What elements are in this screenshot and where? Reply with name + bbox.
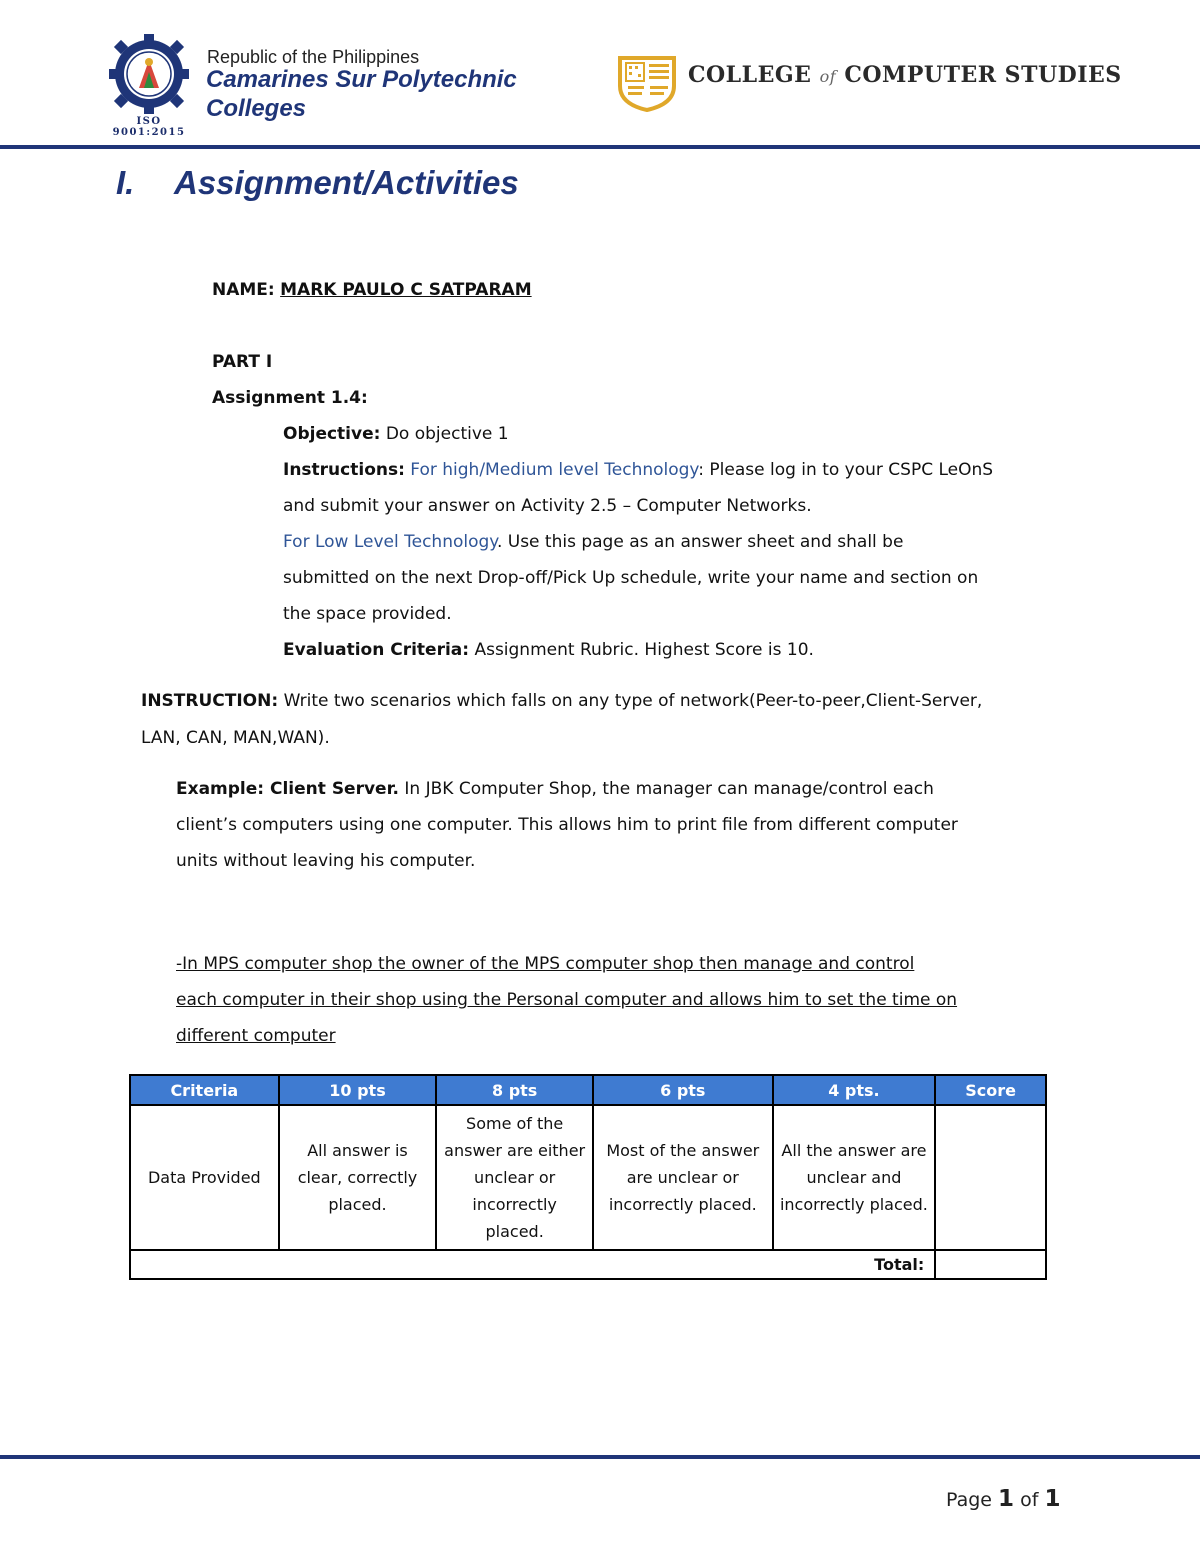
college-name-line1: Camarines Sur Polytechnic (206, 66, 517, 93)
rubric-data-row (130, 1105, 1046, 1250)
example-line3: units without leaving his computer. (176, 851, 476, 871)
rubric-header-6pts: 6 pts (593, 1075, 773, 1105)
instruction-line1: INSTRUCTION: Write two scenarios which falls on any type of network(Peer-to-peer,Client-Server, (141, 691, 983, 711)
rubric-header-score: Score (935, 1075, 1046, 1105)
answer-line1: -In MPS computer shop the owner of the MPS computer shop then manage and control (176, 954, 915, 974)
example-line2: client’s computers using one computer. This allows him to print file from different computer (176, 815, 958, 835)
instructions-line2: and submit your answer on Activity 2.5 – Computer Networks. (283, 496, 812, 516)
student-name-line: NAME: MARK PAULO C SATPARAM (212, 280, 532, 300)
example-line1: Example: Client Server. In JBK Computer Shop, the manager can manage/control each (176, 779, 934, 799)
college-name-line2: Colleges (206, 95, 307, 122)
instructions-line4: submitted on the next Drop-off/Pick Up schedule, write your name and section on (283, 568, 979, 588)
rubric-table (129, 1074, 1047, 1280)
rubric-header-row (130, 1075, 1046, 1105)
rubric-cell-4pts: All the answer are unclear and incorrectly placed. (773, 1105, 936, 1250)
page-number: Page 1 of 1 (946, 1486, 1061, 1512)
header-divider (0, 145, 1200, 149)
rubric-cell-score (935, 1105, 1046, 1250)
answer-line2: each computer in their shop using the Personal computer and allows him to set the time on (176, 990, 958, 1010)
footer-divider (0, 1455, 1200, 1459)
rubric-total-value (935, 1250, 1046, 1279)
part-label: PART I (212, 352, 273, 372)
instructions-line1: Instructions: For high/Medium level Technology: Please log in to your CSPC LeOnS (283, 460, 994, 480)
republic-label: Republic of the Philippines (207, 47, 420, 67)
rubric-cell-criteria: Data Provided (130, 1105, 279, 1250)
assignment-label: Assignment 1.4: (212, 388, 368, 408)
rubric-cell-8pts: Some of the answer are either unclear or incorrectly placed. (436, 1105, 593, 1250)
rubric-total-label: Total: (130, 1250, 935, 1279)
rubric-cell-10pts: All answer is clear, correctly placed. (279, 1105, 437, 1250)
ccs-shield-logo (616, 54, 678, 112)
department-title: COLLEGE of COMPUTER STUDIES (688, 62, 1122, 88)
instructions-line3: For Low Level Technology. Use this page as an answer sheet and shall be (283, 532, 904, 552)
rubric-header-criteria: Criteria (130, 1075, 279, 1105)
evaluation-line: Evaluation Criteria: Assignment Rubric. Highest Score is 10. (283, 640, 814, 660)
answer-line3: different computer (176, 1026, 336, 1046)
iso-certification: ISO 9001:2015 (112, 116, 186, 138)
instructions-line5: the space provided. (283, 604, 452, 624)
instruction-line2: LAN, CAN, MAN,WAN). (141, 728, 330, 748)
section-number: I. (116, 164, 135, 201)
rubric-header-8pts: 8 pts (436, 1075, 593, 1105)
objective-line: Objective: Do objective 1 (283, 424, 509, 444)
rubric-header-4pts: 4 pts. (773, 1075, 936, 1105)
section-title-text: Assignment/Activities (174, 164, 519, 201)
rubric-header-10pts: 10 pts (279, 1075, 437, 1105)
rubric-cell-6pts: Most of the answer are unclear or incorrectly placed. (593, 1105, 773, 1250)
section-title (116, 164, 519, 202)
student-name-value: MARK PAULO C SATPARAM (280, 280, 532, 300)
rubric-total-row (130, 1250, 1046, 1279)
